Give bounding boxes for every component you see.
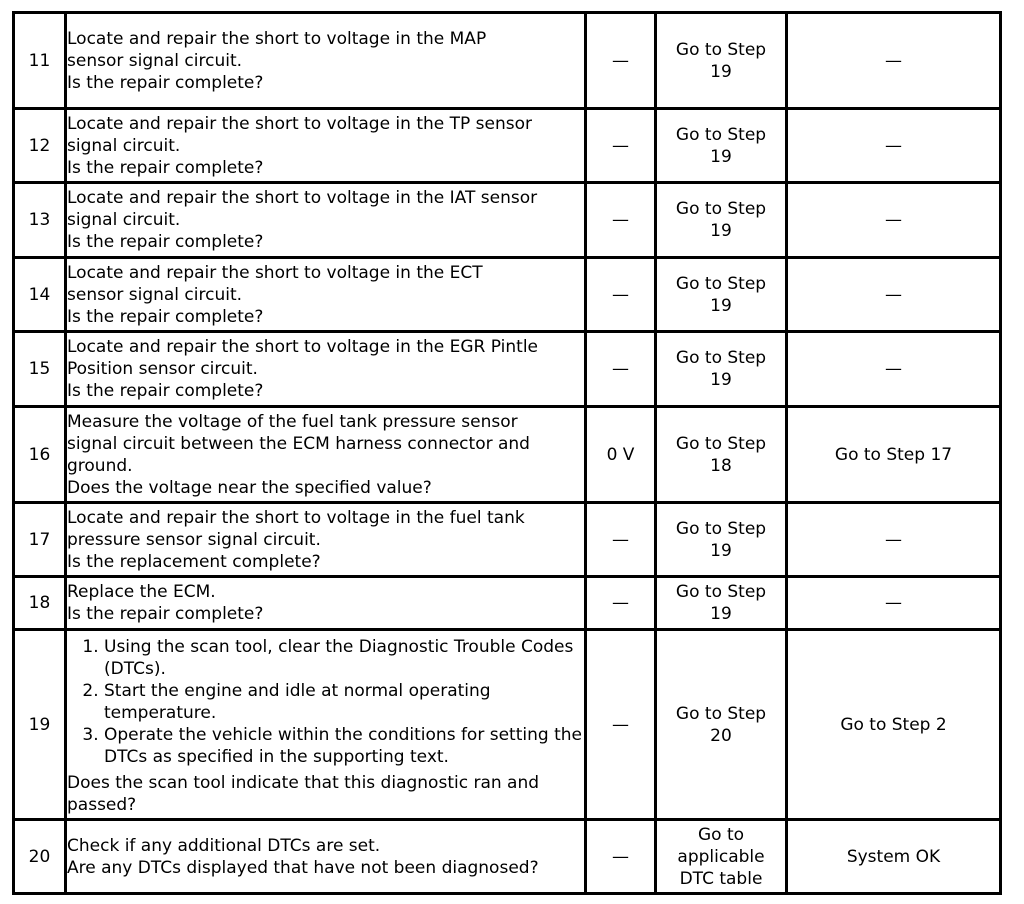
step-no: —	[787, 332, 1001, 407]
yes-line: applicable	[677, 846, 765, 867]
action-line: sensor signal circuit.	[67, 50, 243, 71]
action-line: Is the replacement complete?	[67, 551, 321, 572]
action-line: Measure the voltage of the fuel tank pressure sensor	[67, 411, 518, 432]
step-action	[66, 13, 586, 109]
action-line: signal circuit.	[67, 135, 181, 156]
step-number: 15	[14, 332, 66, 407]
step-value: —	[586, 577, 656, 630]
yes-line: 19	[710, 221, 732, 241]
step-yes	[656, 577, 787, 630]
step-yes	[656, 332, 787, 407]
step-value: 0 V	[586, 407, 656, 503]
table-row	[14, 258, 1001, 332]
step-action	[66, 503, 586, 577]
table-row	[14, 332, 1001, 407]
step-number: 13	[14, 183, 66, 258]
yes-line: 20	[710, 725, 732, 746]
action-line: Is the repair complete?	[67, 232, 264, 252]
step-no: —	[787, 183, 1001, 258]
action-line: Locate and repair the short to voltage in the EGR Pintle	[67, 337, 538, 357]
step-value: —	[586, 183, 656, 258]
step-action	[66, 577, 586, 630]
action-question: Does the scan tool indicate that this diagnostic ran and passed?	[67, 772, 540, 815]
step-action	[66, 258, 586, 332]
yes-line: DTC table	[679, 868, 763, 889]
yes-line: 19	[710, 604, 732, 624]
step-yes	[656, 109, 787, 183]
step-no: Go to Step 2	[787, 630, 1001, 820]
diagnostic-table	[12, 11, 1002, 895]
step-action	[66, 109, 586, 183]
step-value: —	[586, 13, 656, 109]
action-line: Locate and repair the short to voltage in the MAP	[67, 28, 487, 49]
table-row	[14, 183, 1001, 258]
yes-line: Go to Step	[675, 518, 767, 539]
step-no: —	[787, 258, 1001, 332]
step-no: —	[787, 503, 1001, 577]
step-yes	[656, 630, 787, 820]
action-line: Locate and repair the short to voltage in the TP sensor	[67, 113, 533, 134]
step-action	[66, 630, 586, 820]
yes-line: 18	[710, 455, 732, 476]
table-row	[14, 13, 1001, 109]
action-line: Check if any additional DTCs are set.	[67, 835, 381, 856]
step-yes	[656, 183, 787, 258]
table-row	[14, 820, 1001, 894]
step-yes	[656, 258, 787, 332]
action-line: Are any DTCs displayed that have not been diagnosed?	[67, 857, 539, 878]
yes-line: Go to	[697, 824, 745, 845]
action-step-item: 1. Using the scan tool, clear the Diagnostic Trouble Codes (DTCs).	[104, 636, 584, 680]
action-line: signal circuit between the ECM harness connector and	[67, 433, 530, 454]
action-line: Locate and repair the short to voltage in the IAT sensor	[67, 188, 538, 208]
action-step-item: 2. Start the engine and idle at normal operating temperature.	[104, 680, 584, 724]
action-line: signal circuit.	[67, 210, 181, 230]
step-number: 20	[14, 820, 66, 894]
step-number: 19	[14, 630, 66, 820]
action-line: sensor signal circuit.	[67, 284, 243, 305]
yes-line: 19	[710, 146, 732, 167]
table-row	[14, 407, 1001, 503]
action-line: Replace the ECM.	[67, 582, 216, 602]
action-line: ground.	[67, 455, 133, 476]
yes-line: 19	[710, 61, 732, 82]
step-value: —	[586, 503, 656, 577]
yes-line: 19	[710, 540, 732, 561]
step-value: —	[586, 630, 656, 820]
action-line: Is the repair complete?	[67, 157, 264, 178]
step-action	[66, 820, 586, 894]
step-number: 14	[14, 258, 66, 332]
step-value: —	[586, 258, 656, 332]
table-row	[14, 503, 1001, 577]
step-no: —	[787, 13, 1001, 109]
yes-line: 19	[710, 370, 732, 390]
step-action	[66, 407, 586, 503]
step-value: —	[586, 332, 656, 407]
yes-line: Go to Step	[675, 348, 767, 368]
yes-line: Go to Step	[675, 39, 767, 60]
yes-line: Go to Step	[675, 582, 767, 602]
yes-line: Go to Step	[675, 124, 767, 145]
step-value: —	[586, 820, 656, 894]
step-no: —	[787, 109, 1001, 183]
yes-line: 19	[710, 295, 732, 316]
step-number: 16	[14, 407, 66, 503]
step-action	[66, 332, 586, 407]
action-line: Is the repair complete?	[67, 72, 264, 93]
step-yes	[656, 503, 787, 577]
action-steps-list	[67, 636, 584, 768]
action-line: pressure sensor signal circuit.	[67, 529, 321, 550]
action-line: Is the repair complete?	[67, 381, 264, 401]
table-body	[14, 13, 1001, 894]
step-number: 12	[14, 109, 66, 183]
action-line: Locate and repair the short to voltage in the fuel tank	[67, 507, 525, 528]
step-number: 11	[14, 13, 66, 109]
step-number: 18	[14, 577, 66, 630]
yes-line: Go to Step	[675, 199, 767, 219]
yes-line: Go to Step	[675, 703, 767, 724]
step-no: System OK	[787, 820, 1001, 894]
step-no: Go to Step 17	[787, 407, 1001, 503]
step-no: —	[787, 577, 1001, 630]
table-row	[14, 109, 1001, 183]
step-action	[66, 183, 586, 258]
step-yes	[656, 407, 787, 503]
step-number: 17	[14, 503, 66, 577]
yes-line: Go to Step	[675, 433, 767, 454]
step-value: —	[586, 109, 656, 183]
action-line: Does the voltage near the specified value?	[67, 477, 432, 498]
table-row	[14, 577, 1001, 630]
step-yes	[656, 13, 787, 109]
action-line: Locate and repair the short to voltage in the ECT	[67, 262, 483, 283]
action-line: Is the repair complete?	[67, 306, 264, 327]
table-row	[14, 630, 1001, 820]
step-yes	[656, 820, 787, 894]
action-step-item: 3. Operate the vehicle within the conditions for setting the DTCs as specified in the supporting text.	[104, 724, 584, 768]
action-line: Position sensor circuit.	[67, 359, 258, 379]
action-line: Is the repair complete?	[67, 604, 264, 624]
yes-line: Go to Step	[675, 273, 767, 294]
